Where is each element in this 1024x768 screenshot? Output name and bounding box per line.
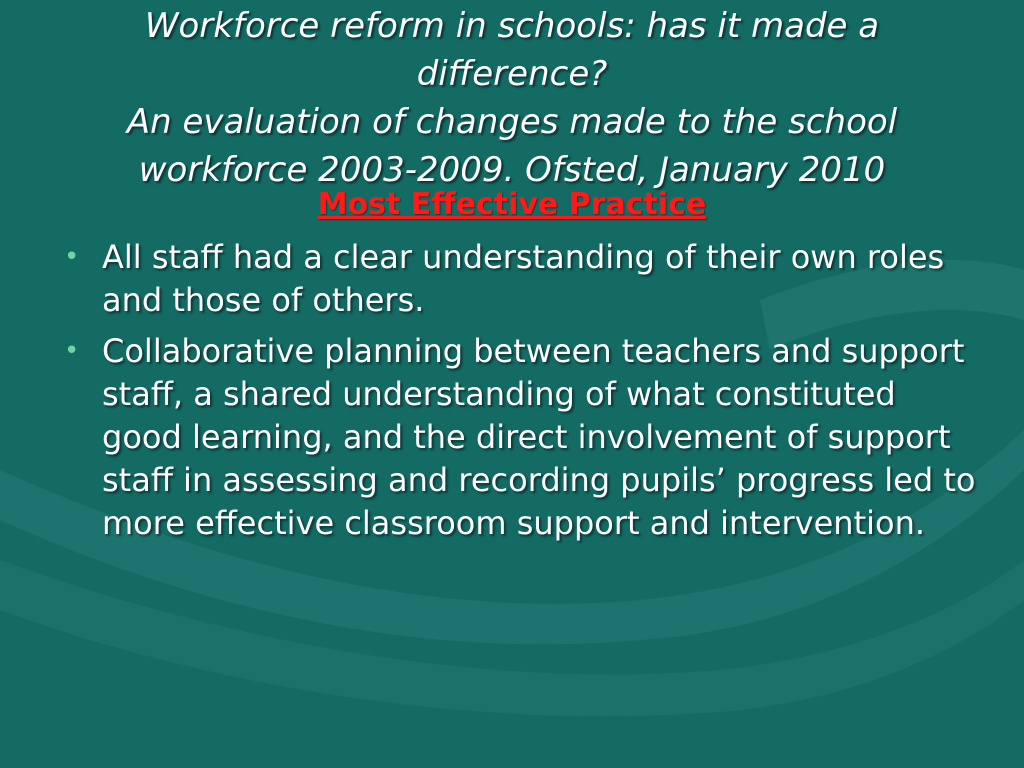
title-line: workforce 2003-2009. Ofsted, January 2010 <box>138 150 886 190</box>
section-subheading: Most Effective Practice <box>317 187 707 222</box>
slide-title <box>40 2 984 194</box>
bullet-item <box>60 236 980 322</box>
bullet-item <box>60 330 980 545</box>
bullet-icon: • <box>64 336 80 366</box>
title-line: Workforce reform in schools: has it made a <box>144 6 880 46</box>
bullet-icon: • <box>64 242 80 272</box>
title-line: difference? <box>416 54 608 94</box>
title-line: An evaluation of changes made to the school <box>126 102 898 142</box>
bullet-text: All staff had a clear understanding of their own roles and those of others. <box>102 238 945 319</box>
bullet-list <box>60 236 980 553</box>
bullet-text: Collaborative planning between teachers and support staff, a shared understanding of what constituted good learning, and the direct involvement of support staff in assessing and recording pupils’ progress led to more effective classroom support and intervention. <box>102 332 976 542</box>
